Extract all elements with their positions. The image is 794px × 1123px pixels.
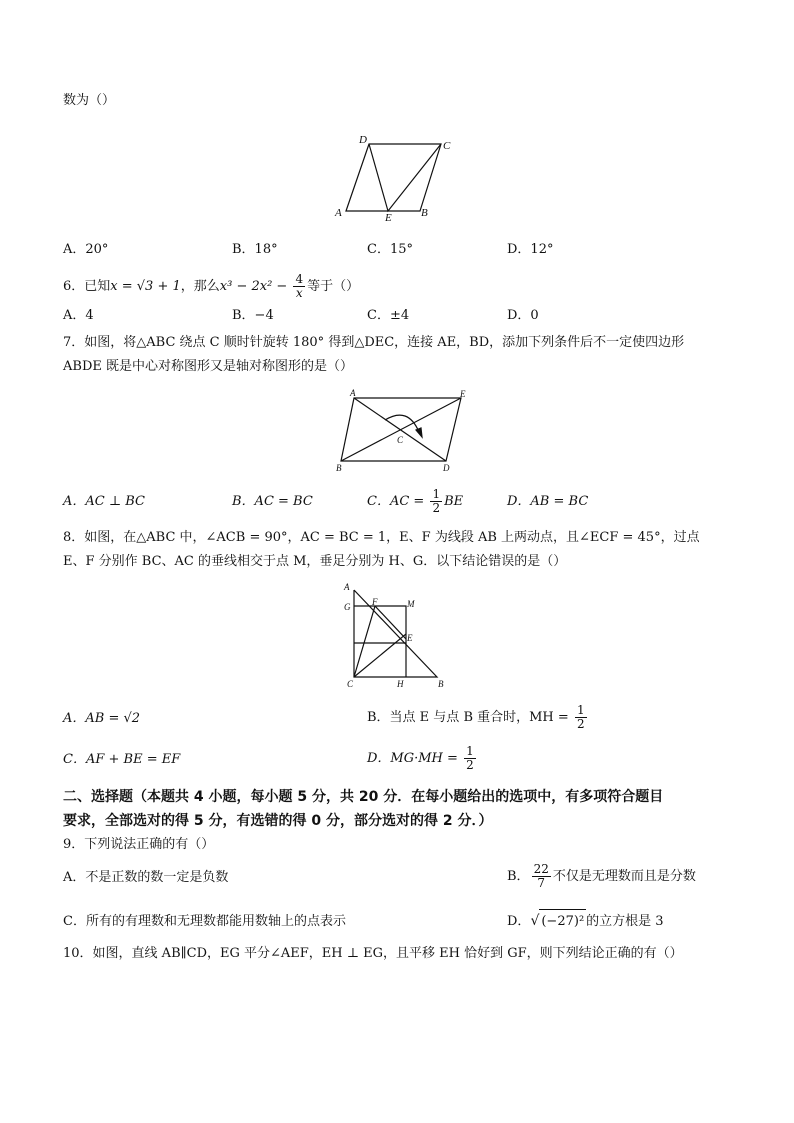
q8-option-b: B．当点 E 与点 B 重合时，MH = $\frac{1}{2}$ bbox=[367, 703, 585, 731]
q5-parallelogram bbox=[346, 144, 441, 211]
q5-label-B: B bbox=[421, 207, 428, 219]
section-2-heading-line1: 二、选择题（本题共 4 小题，每小题 5 分，共 20 分．在每小题给出的选项中，有多项符合题目 bbox=[63, 789, 664, 805]
q8-label-C: C bbox=[347, 679, 354, 689]
q8-label-H: H bbox=[397, 679, 404, 689]
q8-figure bbox=[336, 580, 456, 692]
q7-label-D: D bbox=[443, 463, 450, 473]
q5-figure bbox=[330, 132, 460, 224]
q7-option-c: C．AC = $\frac{1}{2}$ BE bbox=[367, 487, 464, 515]
q7-stem-line1: 7．如图，将△ABC 绕点 C 顺时针旋转 180° 得到△DEC，连接 AE，BD，添加下列条件后不一定使四边形 bbox=[63, 335, 685, 350]
q9-option-d: D．√ (−27)² 的立方根是 3 bbox=[507, 909, 664, 934]
q7-label-B: B bbox=[336, 463, 342, 473]
q5-label-E: E bbox=[385, 212, 392, 224]
q7-label-C: C bbox=[397, 435, 404, 445]
q5-option-c: C．15° bbox=[367, 242, 413, 257]
q8-label-G: G bbox=[344, 602, 351, 612]
q8-option-d: D．MG·MH = $\frac{1}{2}$ bbox=[367, 744, 474, 772]
q6-option-b: B．−4 bbox=[232, 308, 274, 323]
q6-option-c: C．±4 bbox=[367, 308, 410, 323]
q10-stem: 10．如图，直线 AB∥CD，EG 平分∠AEF，EH ⊥ EG，且平移 EH 恰好到 GF，则下列结论正确的有（） bbox=[63, 946, 683, 961]
q5-stem-continuation: 数为（） bbox=[63, 93, 116, 108]
q6-expression: x³ − 2x² − bbox=[219, 279, 292, 294]
q9-option-a: A．不是正数的数一定是负数 bbox=[63, 870, 229, 885]
q8-option-c: C．AF + BE = EF bbox=[63, 752, 181, 767]
q8-optb-fraction: $\frac{1}{2}$ bbox=[576, 703, 585, 731]
q7-label-A: A bbox=[350, 388, 356, 398]
q8-stem-line1: 8．如图，在△ABC 中，∠ACB = 90°，AC = BC = 1，E、F 为线段 AB 上两动点，且∠ECF = 45°，过点 bbox=[63, 530, 700, 545]
q5-label-A: A bbox=[335, 207, 342, 219]
section-2-heading-line2: 要求，全部选对的得 5 分，有选错的得 0 分，部分选对的得 2 分．） bbox=[63, 813, 493, 829]
q6-fraction: $\frac{4}{x}$ bbox=[295, 272, 304, 300]
q8-segment-FE bbox=[375, 606, 406, 639]
q5-option-a: A．20° bbox=[63, 242, 109, 257]
q7-figure bbox=[333, 388, 473, 476]
q5-option-d: D．12° bbox=[507, 242, 554, 257]
q6-option-a: A．4 bbox=[63, 308, 94, 323]
q5-label-D: D bbox=[359, 134, 367, 146]
q9-option-c: C．所有的有理数和无理数都能用数轴上的点表示 bbox=[63, 914, 346, 929]
q7-option-b: B．AC = BC bbox=[232, 494, 313, 509]
q5-label-C: C bbox=[443, 140, 451, 152]
q8-segment-CF bbox=[354, 606, 375, 677]
q9-optb-fraction: $\frac{22}{7}$ bbox=[533, 862, 549, 890]
q7-option-d: D．AB = BC bbox=[507, 494, 589, 509]
q6-stem: 6．已知x = √3 + 1，那么x³ − 2x² − $\frac{4}{x}$ 等于（） bbox=[63, 272, 360, 300]
q8-label-B: B bbox=[438, 679, 444, 689]
q8-label-A: A bbox=[344, 582, 350, 592]
q7-arrowhead bbox=[416, 428, 422, 437]
q5-option-b: B．18° bbox=[232, 242, 278, 257]
q6-condition: x = √3 + 1 bbox=[110, 279, 181, 294]
q9-stem: 9．下列说法正确的有（） bbox=[63, 837, 215, 852]
q7-option-a: A．AC ⊥ BC bbox=[63, 494, 145, 509]
q9-option-b: B． $\frac{22}{7}$ 不仅是无理数而且是分数 bbox=[507, 862, 696, 890]
q7-stem-line2: ABDE 既是中心对称图形又是轴对称图形的是（） bbox=[63, 359, 353, 374]
q7-optc-fraction: $\frac{1}{2}$ bbox=[432, 487, 441, 515]
q8-option-a: A．AB = √2 bbox=[63, 711, 141, 726]
q8-label-M: M bbox=[407, 599, 415, 609]
q9-optd-radicand: (−27)² bbox=[539, 909, 586, 934]
q7-label-E: E bbox=[460, 389, 466, 399]
q8-segment-CE bbox=[354, 634, 406, 677]
q6-option-d: D．0 bbox=[507, 308, 539, 323]
q8-stem-line2: E、F 分别作 BC、AC 的垂线相交于点 M，垂足分别为 H、G．以下结论错误的是（） bbox=[63, 554, 567, 569]
q7-diagonal-EB bbox=[341, 398, 461, 461]
q8-label-F: F bbox=[372, 597, 378, 607]
q8-label-E: E bbox=[407, 633, 413, 643]
sqrt-icon: √ bbox=[530, 913, 540, 929]
q8-optd-fraction: $\frac{1}{2}$ bbox=[466, 744, 474, 772]
